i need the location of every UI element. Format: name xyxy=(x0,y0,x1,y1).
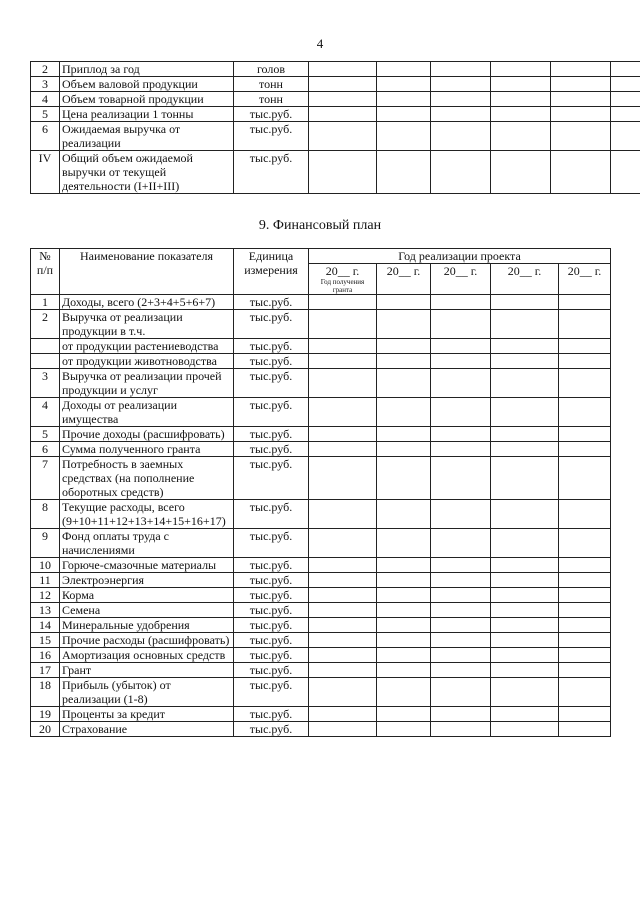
header-years-title: Год реализации проекта xyxy=(309,249,611,264)
financial-plan-table xyxy=(30,248,611,737)
value-cell[interactable] xyxy=(551,62,611,77)
value-cell[interactable] xyxy=(491,558,559,573)
value-cell[interactable] xyxy=(309,618,377,633)
table-row xyxy=(31,558,611,573)
value-cell[interactable] xyxy=(309,663,377,678)
header-year xyxy=(309,264,377,295)
table-row xyxy=(31,663,611,678)
value-cell[interactable] xyxy=(559,339,611,354)
value-cell[interactable] xyxy=(491,62,551,77)
value-cell[interactable] xyxy=(377,151,431,194)
value-cell[interactable] xyxy=(491,339,559,354)
table-row xyxy=(31,62,640,77)
header-name: Наименование показателя xyxy=(60,249,234,295)
value-cell[interactable] xyxy=(551,107,611,122)
row-name: Доходы, всего (2+3+4+5+6+7) xyxy=(60,295,234,310)
value-cell[interactable] xyxy=(377,442,431,457)
value-cell[interactable] xyxy=(491,398,559,427)
value-cell[interactable] xyxy=(431,77,491,92)
value-cell[interactable] xyxy=(309,151,377,194)
row-number: 3 xyxy=(31,369,60,398)
value-cell[interactable] xyxy=(491,529,559,558)
table-row xyxy=(31,722,611,737)
value-cell[interactable] xyxy=(491,500,559,529)
row-unit: тыс.руб. xyxy=(234,457,309,500)
table-row xyxy=(31,354,611,369)
value-cell[interactable] xyxy=(377,122,431,151)
table-row xyxy=(31,310,611,339)
value-cell[interactable] xyxy=(431,558,491,573)
row-name: Объем валовой продукции xyxy=(60,77,234,92)
value-cell[interactable] xyxy=(559,310,611,339)
value-cell[interactable] xyxy=(491,457,559,500)
row-unit: тыс.руб. xyxy=(234,722,309,737)
value-cell[interactable] xyxy=(431,151,491,194)
value-cell[interactable] xyxy=(431,678,491,707)
row-number: 2 xyxy=(31,62,60,77)
row-unit: тыс.руб. xyxy=(234,339,309,354)
table-row xyxy=(31,648,611,663)
row-number: 12 xyxy=(31,588,60,603)
row-name: Семена xyxy=(60,603,234,618)
value-cell[interactable] xyxy=(309,558,377,573)
header-year xyxy=(491,264,559,295)
value-cell[interactable] xyxy=(431,122,491,151)
row-name: Приплод за год xyxy=(60,62,234,77)
row-number: 13 xyxy=(31,603,60,618)
value-cell[interactable] xyxy=(559,398,611,427)
value-cell[interactable] xyxy=(559,442,611,457)
row-number: 19 xyxy=(31,707,60,722)
value-cell[interactable] xyxy=(309,603,377,618)
value-cell[interactable] xyxy=(377,77,431,92)
value-cell[interactable] xyxy=(377,573,431,588)
row-unit: тыс.руб. xyxy=(234,633,309,648)
value-cell[interactable] xyxy=(611,62,640,77)
value-cell[interactable] xyxy=(377,339,431,354)
value-cell[interactable] xyxy=(309,722,377,737)
row-unit: тыс.руб. xyxy=(234,648,309,663)
table-row xyxy=(31,339,611,354)
row-number: 14 xyxy=(31,618,60,633)
value-cell[interactable] xyxy=(309,354,377,369)
value-cell[interactable] xyxy=(431,107,491,122)
value-cell[interactable] xyxy=(491,151,551,194)
value-cell[interactable] xyxy=(491,92,551,107)
row-number xyxy=(31,354,60,369)
row-unit: тыс.руб. xyxy=(234,369,309,398)
value-cell[interactable] xyxy=(431,588,491,603)
value-cell[interactable] xyxy=(309,457,377,500)
row-unit: тыс.руб. xyxy=(234,678,309,707)
row-name: Корма xyxy=(60,588,234,603)
value-cell[interactable] xyxy=(309,122,377,151)
value-cell[interactable] xyxy=(309,573,377,588)
value-cell[interactable] xyxy=(491,648,559,663)
value-cell[interactable] xyxy=(431,427,491,442)
row-number: 4 xyxy=(31,398,60,427)
value-cell[interactable] xyxy=(377,295,431,310)
row-unit: тыс.руб. xyxy=(234,663,309,678)
header-year-label: 20__ г. xyxy=(386,264,421,278)
value-cell[interactable] xyxy=(309,707,377,722)
value-cell[interactable] xyxy=(377,398,431,427)
row-unit: тыс.руб. xyxy=(234,500,309,529)
value-cell[interactable] xyxy=(377,707,431,722)
table-row xyxy=(31,151,640,194)
row-name: Потребность в заемных средствах (на пополнение оборотных средств) xyxy=(60,457,234,500)
row-number: 10 xyxy=(31,558,60,573)
row-name: от продукции растениеводства xyxy=(60,339,234,354)
value-cell[interactable] xyxy=(377,62,431,77)
value-cell[interactable] xyxy=(431,398,491,427)
header-year xyxy=(431,264,491,295)
header-year-label: 20__ г. xyxy=(443,264,478,278)
row-number: 2 xyxy=(31,310,60,339)
value-cell[interactable] xyxy=(431,354,491,369)
row-unit: тыс.руб. xyxy=(234,151,309,194)
value-cell[interactable] xyxy=(431,722,491,737)
value-cell[interactable] xyxy=(559,573,611,588)
row-number: 7 xyxy=(31,457,60,500)
row-name: Доходы от реализации имущества xyxy=(60,398,234,427)
value-cell[interactable] xyxy=(491,369,559,398)
value-cell[interactable] xyxy=(431,663,491,678)
row-number: 1 xyxy=(31,295,60,310)
table-row xyxy=(31,398,611,427)
value-cell[interactable] xyxy=(377,558,431,573)
row-name: Прочие доходы (расшифровать) xyxy=(60,427,234,442)
value-cell[interactable] xyxy=(559,618,611,633)
row-number: 5 xyxy=(31,427,60,442)
row-name: Горюче-смазочные материалы xyxy=(60,558,234,573)
value-cell[interactable] xyxy=(309,398,377,427)
value-cell[interactable] xyxy=(491,77,551,92)
value-cell[interactable] xyxy=(377,500,431,529)
value-cell[interactable] xyxy=(559,295,611,310)
value-cell[interactable] xyxy=(377,92,431,107)
row-name: Ожидаемая выручка от реализации xyxy=(60,122,234,151)
value-cell[interactable] xyxy=(491,442,559,457)
row-number: 18 xyxy=(31,678,60,707)
value-cell[interactable] xyxy=(309,107,377,122)
row-unit: тыс.руб. xyxy=(234,603,309,618)
row-name: Выручка от реализации прочей продукции и услуг xyxy=(60,369,234,398)
value-cell[interactable] xyxy=(559,603,611,618)
value-cell[interactable] xyxy=(377,107,431,122)
value-cell[interactable] xyxy=(309,633,377,648)
row-name: Текущие расходы, всего (9+10+11+12+13+14+15+16+17) xyxy=(60,500,234,529)
value-cell[interactable] xyxy=(309,500,377,529)
value-cell[interactable] xyxy=(551,92,611,107)
row-unit: тыс.руб. xyxy=(234,295,309,310)
row-unit: тыс.руб. xyxy=(234,354,309,369)
row-unit: тыс.руб. xyxy=(234,588,309,603)
table-row xyxy=(31,633,611,648)
table-row xyxy=(31,588,611,603)
row-name: Прочие расходы (расшифровать) xyxy=(60,633,234,648)
table-row xyxy=(31,427,611,442)
table-row xyxy=(31,107,640,122)
row-name: Общий объем ожидаемой выручки от текущей деятельности (I+II+III) xyxy=(60,151,234,194)
row-number: 20 xyxy=(31,722,60,737)
value-cell[interactable] xyxy=(377,354,431,369)
table-row xyxy=(31,500,611,529)
row-unit: тыс.руб. xyxy=(234,122,309,151)
value-cell[interactable] xyxy=(377,529,431,558)
value-cell[interactable] xyxy=(559,663,611,678)
row-unit: тыс.руб. xyxy=(234,427,309,442)
value-cell[interactable] xyxy=(377,369,431,398)
value-cell[interactable] xyxy=(611,151,640,194)
row-unit: тыс.руб. xyxy=(234,107,309,122)
row-name: Страхование xyxy=(60,722,234,737)
header-year xyxy=(559,264,611,295)
row-unit: тыс.руб. xyxy=(234,398,309,427)
row-name: Электроэнергия xyxy=(60,573,234,588)
value-cell[interactable] xyxy=(377,633,431,648)
value-cell[interactable] xyxy=(611,77,640,92)
value-cell[interactable] xyxy=(431,369,491,398)
row-unit: тонн xyxy=(234,77,309,92)
value-cell[interactable] xyxy=(559,678,611,707)
production-table xyxy=(30,61,640,194)
value-cell[interactable] xyxy=(377,457,431,500)
value-cell[interactable] xyxy=(431,633,491,648)
value-cell[interactable] xyxy=(491,633,559,648)
table-row xyxy=(31,295,611,310)
table-row xyxy=(31,122,640,151)
header-year-label: 20__ г. xyxy=(567,264,602,278)
value-cell[interactable] xyxy=(491,122,551,151)
row-number: 5 xyxy=(31,107,60,122)
value-cell[interactable] xyxy=(309,442,377,457)
value-cell[interactable] xyxy=(377,588,431,603)
row-unit: тыс.руб. xyxy=(234,707,309,722)
value-cell[interactable] xyxy=(491,427,559,442)
header-num: № п/п xyxy=(31,249,60,295)
value-cell[interactable] xyxy=(611,92,640,107)
row-number: 6 xyxy=(31,442,60,457)
value-cell[interactable] xyxy=(491,707,559,722)
row-number: IV xyxy=(31,151,60,194)
value-cell[interactable] xyxy=(431,62,491,77)
value-cell[interactable] xyxy=(559,500,611,529)
value-cell[interactable] xyxy=(431,295,491,310)
row-name: Фонд оплаты труда с начислениями xyxy=(60,529,234,558)
value-cell[interactable] xyxy=(431,500,491,529)
value-cell[interactable] xyxy=(491,663,559,678)
row-name: Амортизация основных средств xyxy=(60,648,234,663)
row-unit: тыс.руб. xyxy=(234,558,309,573)
value-cell[interactable] xyxy=(559,457,611,500)
value-cell[interactable] xyxy=(309,339,377,354)
value-cell[interactable] xyxy=(491,107,551,122)
row-unit: тыс.руб. xyxy=(234,442,309,457)
value-cell[interactable] xyxy=(551,151,611,194)
header-year-note: Год получения гранта xyxy=(320,278,365,294)
value-cell[interactable] xyxy=(377,427,431,442)
value-cell[interactable] xyxy=(309,427,377,442)
value-cell[interactable] xyxy=(431,603,491,618)
row-name: Грант xyxy=(60,663,234,678)
value-cell[interactable] xyxy=(431,442,491,457)
value-cell[interactable] xyxy=(309,369,377,398)
value-cell[interactable] xyxy=(491,722,559,737)
value-cell[interactable] xyxy=(559,427,611,442)
value-cell[interactable] xyxy=(431,92,491,107)
row-unit: тыс.руб. xyxy=(234,618,309,633)
table-row xyxy=(31,529,611,558)
value-cell[interactable] xyxy=(377,648,431,663)
table-row xyxy=(31,707,611,722)
table-row xyxy=(31,573,611,588)
value-cell[interactable] xyxy=(431,339,491,354)
value-cell[interactable] xyxy=(491,573,559,588)
value-cell[interactable] xyxy=(431,573,491,588)
row-name: Проценты за кредит xyxy=(60,707,234,722)
row-name: от продукции животноводства xyxy=(60,354,234,369)
value-cell[interactable] xyxy=(309,678,377,707)
table-row xyxy=(31,618,611,633)
value-cell[interactable] xyxy=(559,369,611,398)
value-cell[interactable] xyxy=(309,648,377,663)
value-cell[interactable] xyxy=(377,618,431,633)
table-row xyxy=(31,678,611,707)
value-cell[interactable] xyxy=(551,77,611,92)
value-cell[interactable] xyxy=(559,707,611,722)
row-name: Прибыль (убыток) от реализации (1-8) xyxy=(60,678,234,707)
row-number: 15 xyxy=(31,633,60,648)
table-row xyxy=(31,442,611,457)
value-cell[interactable] xyxy=(559,588,611,603)
row-name: Цена реализации 1 тонны xyxy=(60,107,234,122)
table-row xyxy=(31,603,611,618)
value-cell[interactable] xyxy=(377,603,431,618)
row-number: 3 xyxy=(31,77,60,92)
value-cell[interactable] xyxy=(377,722,431,737)
row-name: Объем товарной продукции xyxy=(60,92,234,107)
value-cell[interactable] xyxy=(431,529,491,558)
header-year xyxy=(377,264,431,295)
row-unit: тыс.руб. xyxy=(234,529,309,558)
value-cell[interactable] xyxy=(491,618,559,633)
row-unit: тонн xyxy=(234,92,309,107)
value-cell[interactable] xyxy=(491,588,559,603)
value-cell[interactable] xyxy=(377,663,431,678)
row-number: 9 xyxy=(31,529,60,558)
row-unit: тыс.руб. xyxy=(234,310,309,339)
header-year-label: 20__ г. xyxy=(325,264,360,278)
value-cell[interactable] xyxy=(559,558,611,573)
value-cell[interactable] xyxy=(377,678,431,707)
value-cell[interactable] xyxy=(559,354,611,369)
value-cell[interactable] xyxy=(491,354,559,369)
table-row xyxy=(31,457,611,500)
row-unit: тыс.руб. xyxy=(234,573,309,588)
value-cell[interactable] xyxy=(309,77,377,92)
row-unit: голов xyxy=(234,62,309,77)
row-number: 8 xyxy=(31,500,60,529)
value-cell[interactable] xyxy=(611,122,640,151)
value-cell[interactable] xyxy=(551,122,611,151)
value-cell[interactable] xyxy=(309,588,377,603)
value-cell[interactable] xyxy=(491,310,559,339)
value-cell[interactable] xyxy=(309,62,377,77)
value-cell[interactable] xyxy=(309,92,377,107)
header-unit: Единица измерения xyxy=(234,249,309,295)
row-number: 11 xyxy=(31,573,60,588)
row-number: 16 xyxy=(31,648,60,663)
page-number: 4 xyxy=(316,36,324,51)
value-cell[interactable] xyxy=(559,529,611,558)
value-cell[interactable] xyxy=(491,603,559,618)
row-number xyxy=(31,339,60,354)
row-number: 4 xyxy=(31,92,60,107)
value-cell[interactable] xyxy=(431,707,491,722)
value-cell[interactable] xyxy=(309,529,377,558)
value-cell[interactable] xyxy=(559,722,611,737)
value-cell[interactable] xyxy=(431,618,491,633)
value-cell[interactable] xyxy=(431,457,491,500)
value-cell[interactable] xyxy=(611,107,640,122)
row-number: 6 xyxy=(31,122,60,151)
table-row xyxy=(31,369,611,398)
table-row xyxy=(31,92,640,107)
row-name: Выручка от реализации продукции в т.ч. xyxy=(60,310,234,339)
value-cell[interactable] xyxy=(491,295,559,310)
value-cell[interactable] xyxy=(309,295,377,310)
value-cell[interactable] xyxy=(491,678,559,707)
value-cell[interactable] xyxy=(559,648,611,663)
header-year-label: 20__ г. xyxy=(507,264,542,278)
value-cell[interactable] xyxy=(431,310,491,339)
row-name: Минеральные удобрения xyxy=(60,618,234,633)
row-number: 17 xyxy=(31,663,60,678)
row-name: Сумма полученного гранта xyxy=(60,442,234,457)
value-cell[interactable] xyxy=(431,648,491,663)
table-row xyxy=(31,77,640,92)
value-cell[interactable] xyxy=(377,310,431,339)
value-cell[interactable] xyxy=(559,633,611,648)
value-cell[interactable] xyxy=(309,310,377,339)
section-title: 9. Финансовый план xyxy=(258,218,382,233)
